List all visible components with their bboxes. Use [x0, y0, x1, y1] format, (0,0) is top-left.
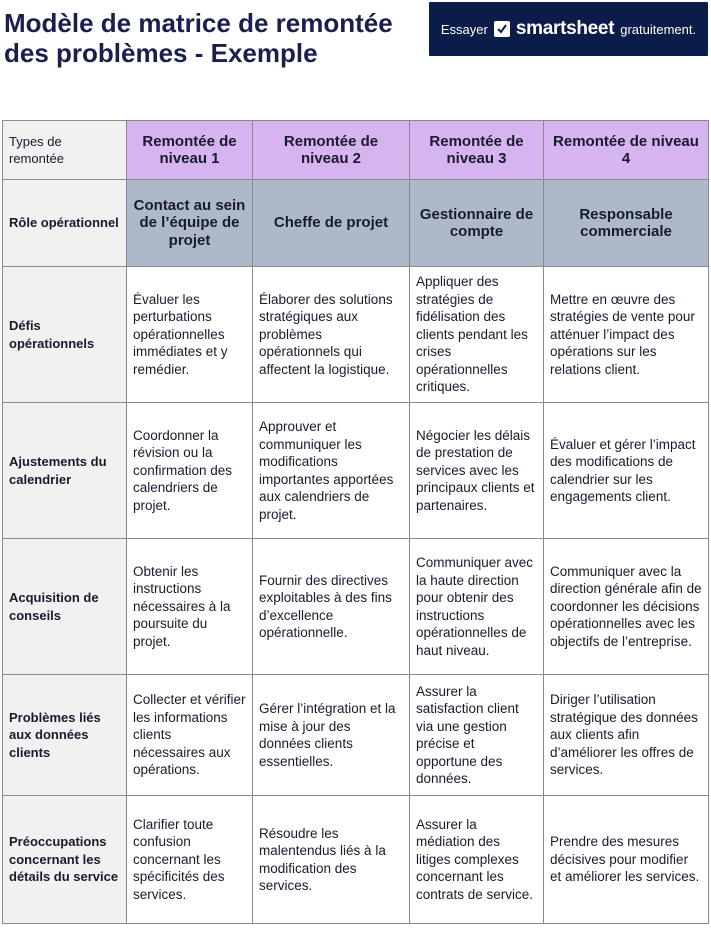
cta-suffix: gratuitement. [620, 21, 697, 37]
table-cell: Assurer la satisfaction client via une gestion précise et opportune des données. [410, 675, 544, 796]
table-cell: Communiquer avec la haute direction pour obtenir des instructions opérationnelles de haut niveau. [410, 539, 544, 675]
level-1-header: Remontée de niveau 1 [127, 121, 253, 180]
level-3-header: Remontée de niveau 3 [410, 121, 544, 180]
role-3: Gestionnaire de compte [410, 180, 544, 267]
table-cell: Évaluer et gérer l’impact des modifications de calendrier sur les engagements client. [544, 403, 709, 539]
try-smartsheet-button[interactable] [429, 2, 708, 56]
table-cell: Négocier les délais de prestation de services avec les principaux clients et partenaires. [410, 403, 544, 539]
checkmark-icon [494, 21, 510, 37]
row-label: Préoccupations concernant les détails du service [3, 796, 127, 924]
level-4-header: Remontée de niveau 4 [544, 121, 709, 180]
table-cell: Collecter et vérifier les informations clients nécessaires aux opérations. [127, 675, 253, 796]
table-cell: Obtenir les instructions nécessaires à la poursuite du projet. [127, 539, 253, 675]
table-cell: Fournir des directives exploitables à des fins d’excellence opérationnelle. [253, 539, 410, 675]
table-cell: Résoudre les malentendus liés à la modification des services. [253, 796, 410, 924]
levels-header-row [3, 121, 709, 180]
corner-header: Types de remontée [3, 121, 127, 180]
escalation-matrix-table [2, 120, 709, 924]
table-cell: Diriger l’utilisation stratégique des données aux clients afin d’améliorer les offres de services. [544, 675, 709, 796]
table-row [3, 403, 709, 539]
level-2-header: Remontée de niveau 2 [253, 121, 410, 180]
role-2: Cheffe de projet [253, 180, 410, 267]
table-cell: Communiquer avec la direction générale afin de coordonner les décisions opérationnelles avec les objectifs de l’entreprise. [544, 539, 709, 675]
table-row [3, 267, 709, 403]
table-row [3, 675, 709, 796]
table-cell: Évaluer les perturbations opérationnelles immédiates et y remédier. [127, 267, 253, 403]
table-cell: Coordonner la révision ou la confirmation des calendriers de projet. [127, 403, 253, 539]
table-cell: Clarifier toute confusion concernant les spécificités des services. [127, 796, 253, 924]
table-cell: Mettre en œuvre des stratégies de vente pour atténuer l’impact des opérations sur les relations client. [544, 267, 709, 403]
table-cell: Appliquer des stratégies de fidélisation des clients pendant les crises opérationnelles critiques. [410, 267, 544, 403]
table-cell: Prendre des mesures décisives pour modifier et améliorer les services. [544, 796, 709, 924]
page-title: Modèle de matrice de remontée des problèmes - Exemple [4, 8, 393, 68]
row-label: Ajustements du calendrier [3, 403, 127, 539]
row-label: Acquisition de conseils [3, 539, 127, 675]
table-cell: Gérer l’intégration et la mise à jour des données clients essentielles. [253, 675, 410, 796]
row-label: Problèmes liés aux données clients [3, 675, 127, 796]
role-1: Contact au sein de l’équipe de projet [127, 180, 253, 267]
table-cell: Élaborer des solutions stratégiques aux problèmes opérationnels qui affectent la logistique. [253, 267, 410, 403]
role-row [3, 180, 709, 267]
table-row [3, 796, 709, 924]
role-label: Rôle opérationnel [3, 180, 127, 267]
row-label: Défis opérationnels [3, 267, 127, 403]
table-cell: Assurer la médiation des litiges complexes concernant les contrats de service. [410, 796, 544, 924]
table-row [3, 539, 709, 675]
brand-name: smartsheet [515, 18, 615, 39]
cta-prefix: Essayer [440, 21, 488, 37]
role-4: Responsable commerciale [544, 180, 709, 267]
table-cell: Approuver et communiquer les modifications importantes apportées aux calendriers de projet. [253, 403, 410, 539]
